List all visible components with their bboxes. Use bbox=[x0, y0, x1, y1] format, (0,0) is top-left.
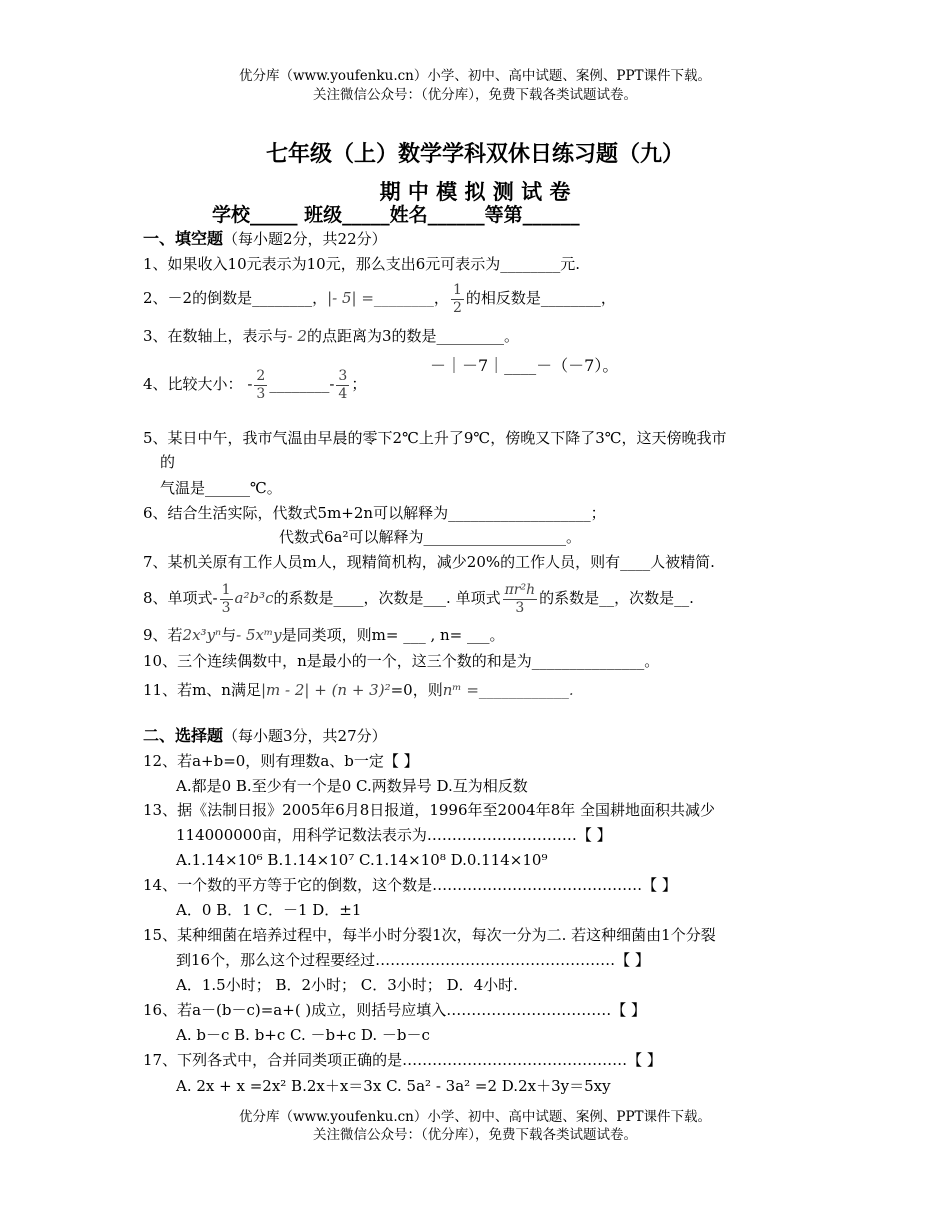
question-15-line-1: 15、某种细菌在培养过程中，每半小时分裂1次，每次一分为二. 若这种细菌由1个分裂 bbox=[143, 926, 716, 944]
question-14: 14、一个数的平方等于它的倒数，这个数是……………………………………【 】 bbox=[143, 876, 677, 894]
q11-part-a: 11、若m、n满足 bbox=[143, 681, 261, 699]
page-title: 七年级（上）数学学科双休日练习题（九） bbox=[265, 141, 684, 167]
q9-part-e: 是同类项，则m= ___ , n= ___。 bbox=[281, 626, 505, 644]
q4-part-b: －｜－7｜____－（－7）。 bbox=[430, 356, 619, 375]
question-9 bbox=[143, 625, 505, 645]
q11-expression: |m - 2| + (n + 3)² bbox=[260, 681, 391, 699]
q4-part-a: 4、比较大小： bbox=[143, 375, 243, 393]
q11-part-c: =0，则 bbox=[390, 681, 443, 699]
question-2 bbox=[143, 280, 616, 317]
q4-neg-2: - bbox=[329, 375, 335, 393]
q8-frac2-den: 3 bbox=[515, 599, 525, 616]
section-2-heading bbox=[143, 726, 387, 746]
question-13-options: A.1.14×10⁶ B.1.14×10⁷ C.1.14×10⁸ D.0.114×10⁹ bbox=[176, 851, 548, 869]
question-8 bbox=[143, 576, 694, 620]
q2-abs-expr: |- 5| =________ bbox=[327, 289, 434, 307]
q2-part-a: 2、－2的倒数是________， bbox=[143, 289, 328, 307]
q8-part-c: 的系数是____，次数是___. 单项式 bbox=[273, 589, 501, 607]
q8-part-d: 的系数是__，次数是__. bbox=[539, 589, 694, 607]
question-12: 12、若a+b=0，则有理数a、b一定【 】 bbox=[143, 752, 419, 770]
q2-frac-num: 1 bbox=[452, 281, 462, 298]
question-4 bbox=[143, 360, 366, 408]
section-2-title: 二、选择题 bbox=[143, 726, 224, 745]
question-6-line-1: 6、结合生活实际，代数式5m+2n可以解释为___________________； bbox=[143, 504, 606, 522]
q8-monomial-1: a²b³c bbox=[234, 589, 274, 607]
q4-frac2-num: 3 bbox=[338, 367, 348, 384]
page-subtitle: 期 中 模 拟 测 试 卷 bbox=[379, 179, 571, 204]
q4-fraction-2 bbox=[336, 368, 349, 403]
question-1: 1、如果收入10元表示为10元，那么支出6元可表示为________元. bbox=[143, 255, 581, 273]
q8-frac1-den: 3 bbox=[221, 599, 231, 616]
q2-fraction bbox=[451, 282, 464, 317]
q3-value: - 2 bbox=[287, 327, 307, 345]
footer-line-1: 优分库（www.youfenku.cn）小学、初中、高中试题、案例、PPT课件下载。 bbox=[238, 1109, 712, 1125]
question-13-line-1: 13、据《法制日报》2005年6月8日报道，1996年至2004年8年 全国耕地面积共减少 bbox=[143, 801, 716, 819]
q9-monomial-2: - 5xᵐy bbox=[236, 626, 282, 644]
q8-fraction-2 bbox=[503, 582, 538, 617]
header-line-2: 关注微信公众号：（优分库），免费下载各类试题试卷。 bbox=[313, 87, 637, 103]
question-15-line-2: 到16个，那么这个过程要经过…………………………………………【 】 bbox=[176, 951, 650, 969]
q2-part-d: 的相反数是________， bbox=[465, 289, 616, 307]
question-17: 17、下列各式中，合并同类项正确的是………………………………………【 】 bbox=[143, 1051, 662, 1069]
question-10: 10、三个连续偶数中，n是最小的一个，这三个数的和是为_______________。 bbox=[143, 652, 660, 670]
q3-part-c: 的点距离为3的数是_________。 bbox=[306, 327, 519, 345]
question-17-options: A. 2x + x =2x² B.2x＋x＝3x C. 5a² - 3a² =2 D.2x＋3y＝5xy bbox=[176, 1077, 611, 1095]
q4-blank: ________ bbox=[269, 375, 330, 393]
q9-monomial-1: 2x³yⁿ bbox=[182, 626, 222, 644]
question-16-options: A. b－c B. b+c C. －b+c D. －b－c bbox=[176, 1026, 430, 1044]
question-5-line-1: 5、某日中午，我市气温由早晨的零下2℃上升了9℃，傍晚又下降了3℃，这天傍晚我市 bbox=[143, 429, 727, 447]
section-1-heading bbox=[143, 229, 387, 249]
question-5-line-3: 气温是______℃。 bbox=[160, 479, 282, 497]
question-16: 16、若a－(b－c)=a+( )成立，则括号应填入……………………………【 】 bbox=[143, 1001, 647, 1019]
question-5-line-2: 的 bbox=[160, 453, 176, 471]
q8-frac2-num: πr²h bbox=[504, 581, 536, 598]
question-13-line-2: 114000000亩，用科学记数法表示为…………………………【 】 bbox=[176, 826, 612, 844]
question-12-options: A.都是0 B.至少有一个是0 C.两数异号 D.互为相反数 bbox=[176, 777, 528, 795]
q2-frac-den: 2 bbox=[452, 299, 462, 316]
q8-fraction-1 bbox=[220, 582, 233, 617]
q4-fraction-1 bbox=[254, 368, 267, 403]
header-line-1: 优分库（www.youfenku.cn）小学、初中、高中试题、案例、PPT课件下载。 bbox=[238, 68, 712, 84]
question-3 bbox=[143, 326, 519, 346]
question-15-options: A．1.5小时； B．2小时； C．3小时； D．4小时. bbox=[176, 976, 518, 994]
q8-frac1-num: 1 bbox=[221, 581, 231, 598]
q9-part-c: 与 bbox=[221, 626, 237, 644]
q4-frac2-den: 4 bbox=[338, 385, 348, 402]
q8-part-a: 8、单项式- bbox=[143, 589, 218, 607]
q3-part-a: 3、在数轴上，表示与 bbox=[143, 327, 288, 345]
q11-target: nᵐ =____________. bbox=[442, 681, 574, 699]
q4-semicolon: ； bbox=[351, 375, 367, 393]
q4-frac1-num: 2 bbox=[256, 367, 266, 384]
q9-part-a: 9、若 bbox=[143, 626, 183, 644]
q4-frac1-den: 3 bbox=[256, 385, 266, 402]
question-6-line-2: 代数式6a²可以解释为___________________。 bbox=[279, 528, 582, 546]
footer-line-2: 关注微信公众号：（优分库），免费下载各类试题试卷。 bbox=[313, 1127, 637, 1143]
question-11 bbox=[143, 677, 574, 703]
question-14-options: A．0 B．1 C．－1 D．±1 bbox=[176, 901, 362, 919]
question-7: 7、某机关原有工作人员m人，现精简机构，减少20%的工作人员，则有____人被精简. bbox=[143, 553, 715, 571]
section-1-note: （每小题2分，共22分） bbox=[223, 230, 387, 248]
q4-neg-1: - bbox=[247, 375, 253, 393]
student-info-line: 学校_____ 班级_____姓名______等第______ bbox=[212, 204, 580, 226]
q2-comma: ， bbox=[433, 289, 449, 307]
section-1-title: 一、填空题 bbox=[143, 229, 224, 248]
section-2-note: （每小题3分，共27分） bbox=[223, 727, 387, 745]
